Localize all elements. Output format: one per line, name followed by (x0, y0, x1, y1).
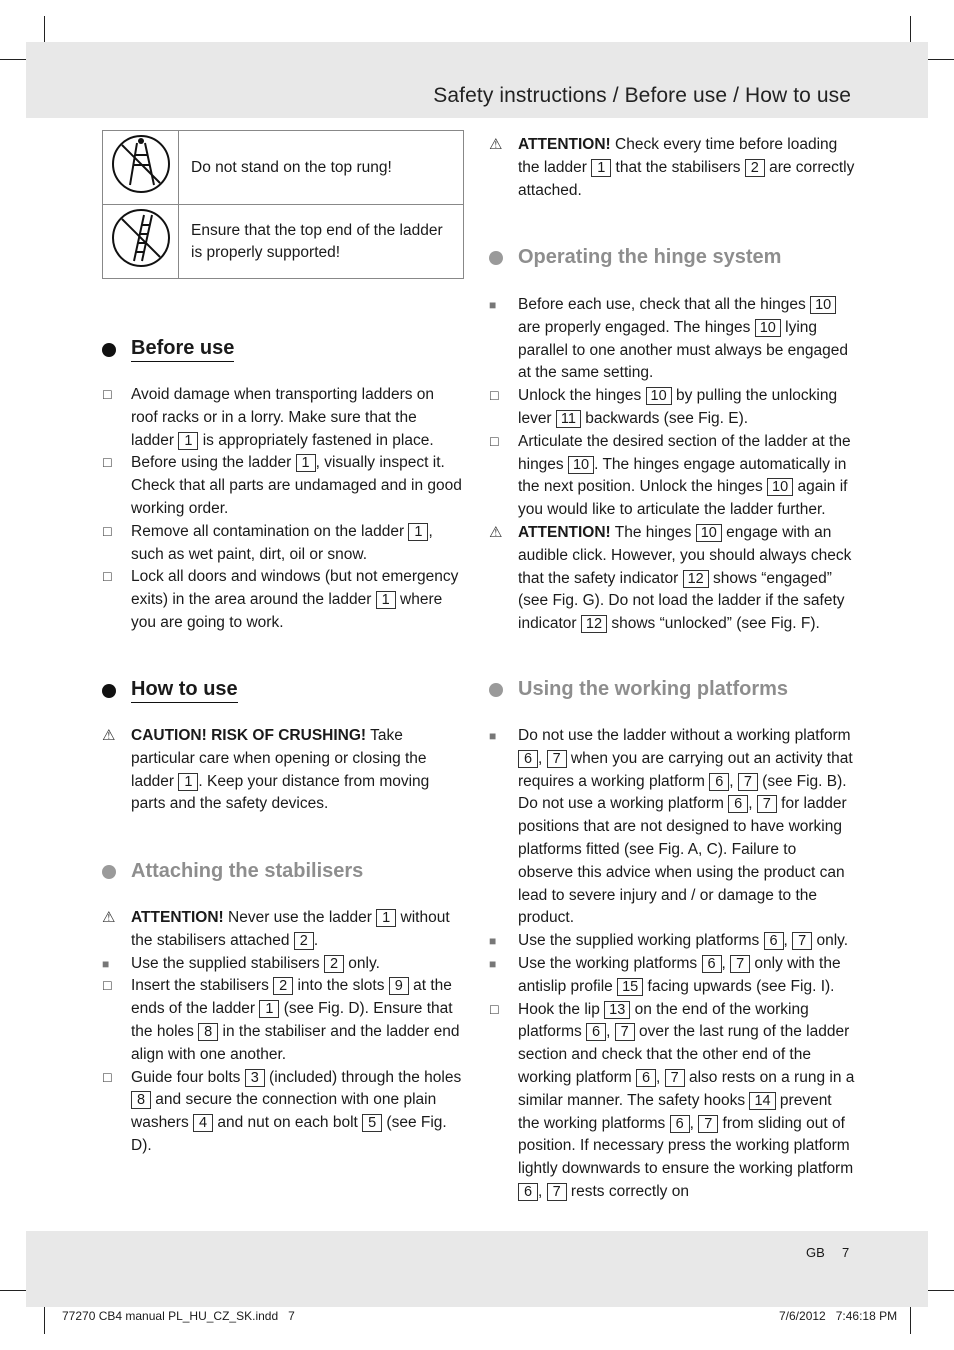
heading-label: Using the working platforms (518, 678, 789, 700)
checkbox-bullet-icon: ☐ (489, 1002, 500, 1017)
attention-label: ATTENTION! (518, 136, 611, 153)
heading-label: Before use (131, 337, 234, 362)
bullet-dot (102, 343, 116, 357)
checkbox-bullet-icon: ☐ (102, 570, 113, 585)
list-item: ☐ Remove all contamination on the ladder 1 , such as wet paint, dirt, oil or snow. (102, 522, 433, 563)
bullet-dot (489, 683, 503, 697)
symbol-row (103, 205, 464, 279)
crop-mark (44, 1304, 45, 1334)
print-slug-file: 77270 CB4 manual PL_HU_CZ_SK.indd 7 (62, 1309, 295, 1323)
list-item: ⚠ ATTENTION! Check every time before loading the ladder 1 that the stabilisers 2 are correctly attached. (489, 136, 855, 199)
how-to-use-list (102, 725, 464, 816)
square-bullet-icon: ■ (489, 956, 497, 971)
list-item: ☐ Lock all doors and windows (but not emergency exits) in the area around the ladder 1 where you are going to work. (102, 568, 459, 631)
warning-icon: ⚠ (102, 727, 116, 744)
list-item: ☐ Insert the stabilisers 2 into the slots 9 at the ends of the ladder 1 (see Fig. D). Ensure that the holes 8 in the stabiliser and the ladder end align with one another. (102, 977, 460, 1063)
heading-label: How to use (131, 678, 238, 703)
crop-mark (0, 59, 28, 60)
checkbox-bullet-icon: ☐ (489, 434, 500, 449)
symbol-text: Do not stand on the top rung! (179, 131, 464, 205)
list-item: ☐ Unlock the hinges 10 by pulling the unlocking lever 11 backwards (see Fig. E). (489, 387, 838, 427)
list-item: ☐ Articulate the desired section of the ladder at the hinges 10 . The hinges engage automatically in the next position. Unlock the hinges 10 again if you would like to articulate the ladder further. (489, 432, 851, 519)
checkbox-bullet-icon: ☐ (102, 524, 113, 539)
section-heading-hinge (489, 246, 781, 269)
language-code: GB (806, 1245, 825, 1260)
ladder-support-icon (103, 205, 179, 279)
before-use-list (102, 384, 464, 635)
caution-label: CAUTION! RISK OF CRUSHING! (131, 727, 367, 744)
list-item: ■ Use the supplied working platforms 6 , 7 only. (489, 930, 855, 953)
list-item: ☐ Guide four bolts 3 (included) through the holes 8 and secure the connection with one plain washers 4 and nut on each bolt 5 (see Fig. D). (102, 1068, 462, 1154)
section-heading-how-to-use (102, 678, 238, 703)
square-bullet-icon: ■ (489, 729, 497, 743)
list-item: ☐ Avoid damage when transporting ladders on roof racks or in a lorry. Make sure that the ladder 1 is appropriately fastened in place. (102, 386, 435, 449)
warning-icon: ⚠ (489, 136, 503, 153)
attention-label: ATTENTION! (131, 909, 224, 926)
attention-check (489, 134, 855, 202)
section-heading-before-use (102, 337, 234, 362)
footer-band (26, 1231, 928, 1307)
symbol-row (103, 131, 464, 205)
square-bullet-icon: ■ (489, 298, 497, 312)
square-bullet-icon: ■ (489, 934, 497, 949)
page-title: Safety instructions / Before use / How to use (433, 84, 851, 107)
checkbox-bullet-icon: ☐ (489, 389, 500, 404)
section-heading-attaching (102, 860, 363, 883)
list-item: ■ Use the working platforms 6 , 7 only with the antislip profile 15 facing upwards (see Fig. I). (489, 954, 841, 995)
bullet-dot (102, 865, 116, 879)
square-bullet-icon: ■ (102, 956, 110, 971)
checkbox-bullet-icon: ☐ (102, 979, 113, 994)
list-item: ■ Before each use, check that all the hinges 10 are properly engaged. The hinges 10 lying parallel to one another must always be engaged at the same setting. (489, 296, 849, 382)
heading-label: Operating the hinge system (518, 246, 782, 268)
warning-icon: ⚠ (102, 909, 116, 926)
list-item: ■ Do not use the ladder without a working platform 6 , 7 when you are carrying out an activity that requires a working platform 6 , 7 (see Fig. B). Do not use a working platform 6 , 7 for ladder positions that are not designed to have working platforms fitted (see Fig. A, C). Failure to observe this advice when using the product can lead to severe injury and / or damage to the product. (489, 727, 853, 927)
attaching-list (102, 907, 464, 1158)
checkbox-bullet-icon: ☐ (102, 1070, 113, 1085)
crop-mark (926, 59, 954, 60)
heading-label: Attaching the stabilisers (131, 860, 364, 882)
crop-mark (926, 1290, 954, 1291)
bullet-dot (489, 251, 503, 265)
list-item: ⚠ CAUTION! RISK OF CRUSHING! Take particular care when opening or closing the ladder 1 . Keep your distance from moving parts and the safety devices. (102, 727, 430, 813)
list-item: ☐ Before using the ladder 1 , visually inspect it. Check that all parts are undamaged and in good working order. (102, 454, 462, 517)
checkbox-bullet-icon: ☐ (102, 456, 113, 471)
list-item: ⚠ ATTENTION! Never use the ladder 1 without the stabilisers attached 2 . (102, 909, 450, 949)
crop-mark (910, 1304, 911, 1334)
checkbox-bullet-icon: ☐ (102, 388, 113, 402)
section-heading-platforms (489, 678, 788, 701)
list-item: ☐ Hook the lip 13 on the end of the working platforms 6 , 7 over the last rung of the ladder section and check that the other end of the working platform 6 , 7 also rests on a rung in a similar manner. The safety hooks 14 prevent the working platforms 6 , 7 from sliding out of position. If necessary press the working platform lightly downwards to ensure the working platform 6 , 7 rests correctly on (489, 1000, 855, 1200)
platforms-list (489, 725, 855, 1204)
bullet-dot (102, 684, 116, 698)
symbol-text: Ensure that the top end of the ladder is properly supported! (179, 205, 464, 279)
print-slug-date: 7/6/2012 7:46:18 PM (779, 1309, 898, 1323)
warning-icon: ⚠ (489, 523, 503, 541)
attention-label: ATTENTION! (518, 523, 611, 541)
hinge-list (489, 294, 855, 636)
list-item: ⚠ ATTENTION! The hinges 10 engage with an audible click. However, you should always check that the safety indicator 12 shows “engaged” (see Fig. G). Do not load the ladder if the safety indicator 12 shows “unlocked” (see Fig. F). (489, 523, 852, 633)
page-number: 7 (842, 1245, 850, 1260)
symbol-table (102, 130, 464, 279)
no-standing-top-rung-icon (103, 131, 179, 205)
crop-mark (0, 1290, 28, 1291)
list-item: ■ Use the supplied stabilisers 2 only. (102, 953, 464, 976)
